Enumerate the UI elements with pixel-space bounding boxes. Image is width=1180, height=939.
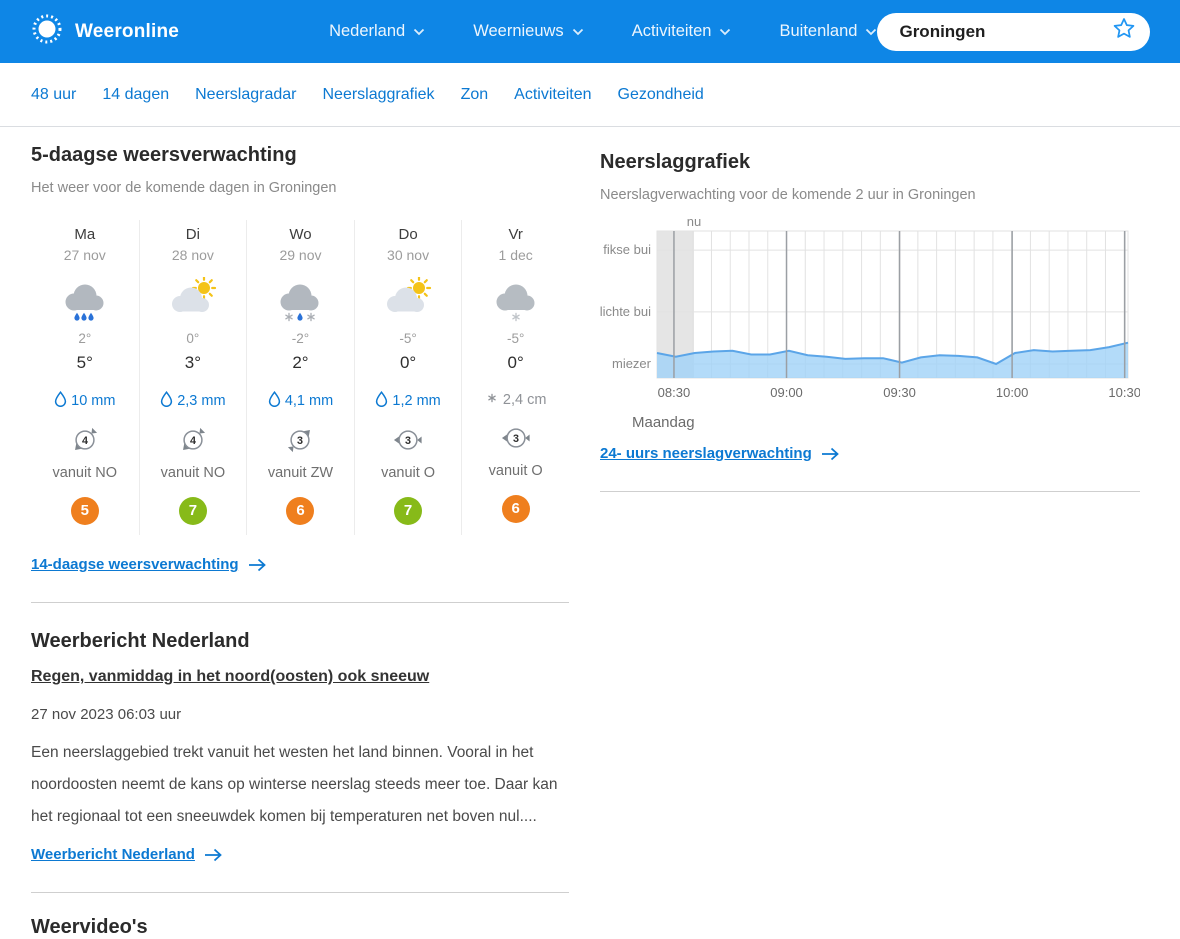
neerslag-section bbox=[600, 127, 1140, 939]
top-header bbox=[0, 0, 1180, 63]
main-content bbox=[0, 127, 1180, 939]
weather-score bbox=[462, 495, 569, 523]
link-label: 14-daagse weersverwachting bbox=[31, 556, 239, 573]
wind-direction-icon bbox=[355, 425, 462, 460]
svg-text:4: 4 bbox=[81, 434, 88, 447]
weather-score bbox=[140, 497, 247, 525]
brand[interactable] bbox=[30, 12, 179, 51]
day-date: 29 nov bbox=[279, 247, 322, 263]
nav-label: Buitenland bbox=[779, 22, 858, 40]
day-date: 28 nov bbox=[171, 247, 214, 263]
day-name: Di bbox=[185, 226, 200, 243]
chart-title: Neerslaggrafiek bbox=[600, 151, 751, 173]
svg-text:09:00: 09:00 bbox=[770, 385, 803, 400]
precipitation-amount: 2,3 mm bbox=[140, 391, 247, 411]
forecast-section bbox=[31, 127, 569, 939]
day-name: Vr bbox=[508, 226, 523, 243]
nav-nederland[interactable] bbox=[329, 22, 425, 41]
divider bbox=[31, 892, 569, 893]
forecast-day-column[interactable] bbox=[354, 220, 462, 535]
precipitation-amount: 2,4 cm bbox=[462, 391, 569, 409]
sub-nav bbox=[0, 63, 1180, 127]
raindrop-icon bbox=[54, 391, 67, 411]
svg-text:3: 3 bbox=[405, 434, 412, 447]
day-name: Do bbox=[398, 226, 418, 243]
nav-label: Activiteiten bbox=[631, 22, 712, 40]
chevron-down-icon bbox=[865, 22, 877, 41]
link-label: Weerbericht Nederland bbox=[31, 846, 195, 863]
search-input[interactable]: Groningen bbox=[899, 21, 986, 41]
arrow-right-icon bbox=[820, 447, 840, 461]
main-nav bbox=[329, 22, 877, 41]
weather-icon-snow bbox=[462, 277, 569, 325]
weerbericht-headline-link[interactable]: Regen, vanmiddag in het noord(oosten) ook sneeuw bbox=[31, 668, 430, 685]
raindrop-icon bbox=[375, 391, 388, 411]
temperature-max: 0° bbox=[399, 353, 417, 372]
subnav-neerslagradar[interactable]: Neerslagradar bbox=[195, 85, 297, 103]
day-date: 30 nov bbox=[387, 247, 430, 263]
subnav-14-dagen[interactable]: 14 dagen bbox=[102, 85, 170, 103]
wind-indicator bbox=[31, 425, 139, 481]
weather-score bbox=[31, 497, 139, 525]
svg-text:4: 4 bbox=[189, 434, 196, 447]
wind-direction-icon bbox=[247, 425, 354, 460]
wind-from-label: vanuit NO bbox=[52, 465, 118, 481]
search-box[interactable] bbox=[877, 13, 1150, 51]
forecast-day-column[interactable] bbox=[139, 220, 247, 535]
raindrop-icon bbox=[160, 391, 173, 411]
arrow-right-icon bbox=[247, 558, 267, 572]
forecast-subtitle: Het weer voor de komende dagen in Groningen bbox=[31, 180, 337, 196]
divider bbox=[31, 602, 569, 603]
svg-text:miezer: miezer bbox=[611, 356, 651, 372]
wind-indicator bbox=[355, 425, 462, 481]
svg-text:08:30: 08:30 bbox=[657, 385, 691, 400]
precipitation-amount: 10 mm bbox=[31, 391, 139, 411]
forecast-title: 5-daagse weersverwachting bbox=[31, 144, 297, 166]
forecast-day-column[interactable] bbox=[461, 220, 569, 535]
score-badge: 6 bbox=[286, 497, 314, 525]
precipitation-amount: 1,2 mm bbox=[355, 391, 462, 411]
svg-text:10:00: 10:00 bbox=[995, 385, 1029, 400]
svg-text:lichte bui: lichte bui bbox=[600, 303, 651, 319]
day-name: Wo bbox=[289, 226, 312, 243]
day-date: 1 dec bbox=[498, 247, 533, 263]
svg-text:nu: nu bbox=[686, 215, 702, 229]
wind-indicator bbox=[462, 423, 569, 479]
subnav-activiteiten[interactable]: Activiteiten bbox=[514, 85, 592, 103]
subnav-neerslaggrafiek[interactable]: Neerslaggrafiek bbox=[322, 85, 435, 103]
subnav-zon[interactable]: Zon bbox=[460, 85, 489, 103]
weerbericht-body: Een neerslaggebied trekt vanuit het westen het land binnen. Vooral in het noordoosten neemt de kans op winterse neerslag steeds meer toe. Daar kan het regionaal tot een sneeuwdek komen bij temperaturen net boven nul.... bbox=[31, 744, 558, 825]
nav-label: Weernieuws bbox=[473, 22, 564, 40]
weerbericht-timestamp: 27 nov 2023 06:03 uur bbox=[31, 706, 182, 723]
chart-subtitle: Neerslagverwachting voor de komende 2 uur in Groningen bbox=[600, 187, 976, 203]
chevron-down-icon bbox=[413, 22, 425, 41]
wind-indicator bbox=[247, 425, 354, 481]
weather-score bbox=[355, 497, 462, 525]
day-date: 27 nov bbox=[63, 247, 106, 263]
temperature-max: 5° bbox=[76, 353, 93, 372]
weather-icon-wintry-mix bbox=[247, 277, 354, 325]
temperature-max: 3° bbox=[184, 353, 202, 372]
wind-indicator bbox=[140, 425, 247, 481]
wind-from-label: vanuit O bbox=[488, 463, 543, 479]
temperature-max: 2° bbox=[292, 353, 309, 372]
chart-day-label: Maandag bbox=[632, 414, 695, 431]
day-name: Ma bbox=[74, 226, 96, 243]
link-label: 24- uurs neerslagverwachting bbox=[600, 445, 812, 462]
subnav-gezondheid[interactable]: Gezondheid bbox=[617, 85, 704, 103]
temperature-min: -5° bbox=[399, 331, 417, 346]
snowflake-icon bbox=[485, 391, 499, 409]
subnav-48-uur[interactable]: 48 uur bbox=[31, 85, 77, 103]
nav-label: Nederland bbox=[329, 22, 406, 40]
brand-name: Weeronline bbox=[75, 20, 180, 42]
nav-buitenland[interactable] bbox=[779, 22, 877, 41]
score-badge: 6 bbox=[502, 495, 530, 523]
forecast-day-column[interactable] bbox=[31, 220, 139, 535]
precipitation-amount: 4,1 mm bbox=[247, 391, 354, 411]
wind-direction-icon bbox=[140, 425, 247, 460]
temperature-min: -2° bbox=[291, 331, 310, 346]
wind-direction-icon bbox=[31, 425, 139, 460]
forecast-grid bbox=[31, 220, 569, 535]
weather-score bbox=[247, 497, 354, 525]
temperature-max: 0° bbox=[507, 353, 524, 372]
temperature-min: -5° bbox=[506, 331, 525, 346]
score-badge: 7 bbox=[179, 497, 207, 525]
weather-icon-rain bbox=[31, 277, 139, 325]
chevron-down-icon bbox=[572, 22, 584, 41]
forecast-day-column[interactable] bbox=[246, 220, 354, 535]
weervideos-title: Weervideo's bbox=[31, 916, 148, 938]
precipitation-chart bbox=[600, 215, 1140, 410]
score-badge: 7 bbox=[394, 497, 422, 525]
favorite-star-icon[interactable] bbox=[1111, 16, 1137, 47]
wind-from-label: vanuit NO bbox=[160, 465, 226, 481]
svg-text:fikse bui: fikse bui bbox=[603, 242, 651, 258]
raindrop-icon bbox=[268, 391, 281, 411]
svg-text:3: 3 bbox=[297, 434, 304, 447]
wind-from-label: vanuit O bbox=[381, 465, 436, 481]
temperature-min: 0° bbox=[186, 331, 200, 346]
svg-text:3: 3 bbox=[512, 432, 519, 445]
chevron-down-icon bbox=[719, 22, 731, 41]
weather-icon-sun-cloud bbox=[355, 277, 462, 325]
wind-direction-icon bbox=[462, 423, 569, 458]
arrow-right-icon bbox=[203, 848, 223, 862]
wind-from-label: vanuit ZW bbox=[267, 465, 334, 481]
link-14-daagse[interactable] bbox=[31, 556, 267, 573]
link-weerbericht[interactable] bbox=[31, 846, 223, 863]
nav-weernieuws[interactable] bbox=[473, 22, 583, 41]
weather-icon-sun-cloud bbox=[140, 277, 247, 325]
nav-activiteiten[interactable] bbox=[632, 22, 732, 41]
weerbericht-title: Weerbericht Nederland bbox=[31, 630, 250, 652]
svg-text:10:30: 10:30 bbox=[1108, 385, 1140, 400]
svg-text:09:30: 09:30 bbox=[883, 385, 916, 400]
link-24-uurs[interactable] bbox=[600, 445, 840, 462]
score-badge: 5 bbox=[71, 497, 99, 525]
temperature-min: 2° bbox=[78, 331, 92, 346]
weeronline-logo-icon bbox=[30, 12, 64, 51]
divider bbox=[600, 491, 1140, 492]
